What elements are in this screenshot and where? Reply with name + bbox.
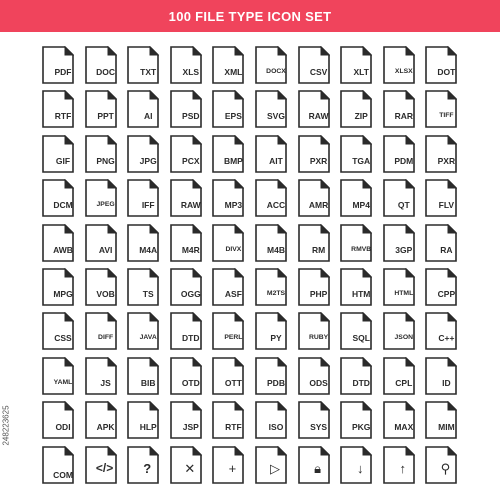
file-icon-mp4 bbox=[340, 179, 380, 221]
file-type-label: OTT bbox=[224, 377, 242, 388]
file-icon-eps bbox=[212, 90, 252, 132]
file-type-label: M4B bbox=[267, 244, 285, 255]
file-outline-icon bbox=[212, 46, 244, 84]
file-outline-icon bbox=[340, 312, 372, 350]
file-icon-gif bbox=[42, 135, 82, 177]
file-type-label: TGA bbox=[352, 155, 371, 166]
file-icon-rar bbox=[383, 90, 423, 132]
file-type-label: DOC bbox=[96, 67, 116, 77]
file-outline-icon bbox=[383, 46, 415, 84]
file-outline-icon bbox=[85, 90, 117, 128]
file-icon-flv bbox=[425, 179, 465, 221]
file-outline-icon bbox=[42, 268, 74, 306]
file-icon-com bbox=[42, 446, 82, 488]
file-icon-iso bbox=[255, 401, 295, 443]
file-outline-icon bbox=[42, 135, 74, 173]
file-icon-sql bbox=[340, 312, 380, 354]
file-outline-icon bbox=[383, 179, 415, 217]
file-type-label: PY bbox=[270, 333, 282, 344]
file-icon-m4a bbox=[127, 224, 167, 266]
file-type-label: TS bbox=[142, 289, 154, 299]
file-type-label: HTML bbox=[394, 290, 414, 297]
file-type-label: PKG bbox=[351, 422, 371, 433]
file-type-label: PHP bbox=[309, 289, 328, 299]
file-icon-acc bbox=[255, 179, 295, 221]
file-outline-icon bbox=[425, 357, 457, 395]
file-icon-iff bbox=[127, 179, 167, 221]
file-type-label: GIF bbox=[55, 155, 71, 166]
file-outline-icon bbox=[340, 135, 372, 173]
file-icon-apk bbox=[85, 401, 125, 443]
file-icon-json bbox=[383, 312, 423, 354]
file-type-label: APK bbox=[96, 422, 115, 433]
file-type-label: JSON bbox=[394, 334, 414, 342]
file-type-label: PCX bbox=[182, 155, 200, 166]
file-type-label: M4R bbox=[181, 244, 200, 255]
file-icon-ait bbox=[255, 135, 295, 177]
file-type-label: AVI bbox=[98, 244, 113, 255]
file-outline-icon bbox=[255, 357, 287, 395]
file-outline-icon bbox=[42, 312, 74, 350]
file-icon-max bbox=[383, 401, 423, 443]
file-outline-icon bbox=[340, 90, 372, 128]
file-type-label: CPL bbox=[395, 377, 413, 388]
file-type-label: MPG bbox=[53, 289, 73, 299]
file-icon-txt bbox=[127, 46, 167, 88]
file-icon-3gp bbox=[383, 224, 423, 266]
file-icon-cpl bbox=[383, 357, 423, 399]
file-icon-raw bbox=[170, 179, 210, 221]
file-type-label: XML bbox=[224, 67, 243, 77]
file-type-label: YAML bbox=[53, 378, 73, 386]
file-upload-icon bbox=[383, 446, 423, 488]
code-icon: </> bbox=[95, 461, 114, 476]
file-type-label: PDF bbox=[54, 67, 72, 77]
file-type-label: DOCX bbox=[266, 68, 286, 75]
file-type-label: DTD bbox=[352, 377, 370, 388]
file-outline-icon bbox=[255, 179, 287, 217]
file-outline-icon bbox=[383, 224, 415, 262]
file-icon-qt bbox=[383, 179, 423, 221]
file-outline-icon bbox=[85, 401, 117, 439]
page-title: 100 FILE TYPE ICON SET bbox=[168, 8, 332, 24]
file-outline-icon bbox=[127, 46, 159, 84]
file-icon-sys bbox=[298, 401, 338, 443]
file-icon-pdb bbox=[255, 357, 295, 399]
stock-id-label: 248223625 bbox=[1, 404, 11, 446]
file-outline-icon bbox=[425, 179, 457, 217]
file-icon-ppt bbox=[85, 90, 125, 132]
file-outline-icon bbox=[170, 46, 202, 84]
file-type-label: MIM bbox=[438, 422, 455, 433]
file-type-label: PERL bbox=[224, 334, 243, 342]
file-download-icon bbox=[340, 446, 380, 488]
file-outline-icon bbox=[298, 312, 330, 350]
file-outline-icon bbox=[85, 135, 117, 173]
file-outline-icon bbox=[383, 357, 415, 395]
file-type-label: HLP bbox=[139, 422, 157, 433]
file-outline-icon bbox=[212, 135, 244, 173]
file-outline-icon bbox=[425, 401, 457, 439]
file-type-label: MAX bbox=[394, 422, 414, 433]
file-outline-icon bbox=[85, 268, 117, 306]
file-outline-icon bbox=[425, 135, 457, 173]
file-outline-icon bbox=[170, 179, 202, 217]
file-icon-xls bbox=[170, 46, 210, 88]
file-type-label: IFF bbox=[141, 200, 155, 211]
file-icon-rmvb bbox=[340, 224, 380, 266]
file-icon-cpp bbox=[425, 268, 465, 310]
file-type-label: ODS bbox=[309, 377, 328, 388]
file-icon-m4r bbox=[170, 224, 210, 266]
question-icon: ? bbox=[143, 461, 152, 477]
file-type-label: DCM bbox=[53, 200, 73, 211]
file-outline-icon bbox=[298, 268, 330, 306]
file-outline-icon bbox=[298, 224, 330, 262]
file-icon-doc bbox=[85, 46, 125, 88]
file-icon-ods bbox=[298, 357, 338, 399]
file-outline-icon bbox=[127, 268, 159, 306]
file-icon-pcx bbox=[170, 135, 210, 177]
file-outline-icon bbox=[42, 401, 74, 439]
file-outline-icon bbox=[42, 179, 74, 217]
icon-grid bbox=[42, 46, 466, 486]
file-type-label: MP4 bbox=[352, 200, 370, 211]
file-icon-diff bbox=[85, 312, 125, 354]
file-icon-avi bbox=[85, 224, 125, 266]
file-icon-dtd bbox=[340, 357, 380, 399]
file-outline-icon bbox=[298, 46, 330, 84]
file-icon-bmp bbox=[212, 135, 252, 177]
file-search-icon bbox=[425, 446, 465, 488]
file-type-label: SYS bbox=[310, 422, 328, 433]
file-type-label: HTM bbox=[351, 289, 371, 299]
file-outline-icon bbox=[42, 357, 74, 395]
file-type-label: DOT bbox=[437, 67, 456, 77]
file-type-label: ZIP bbox=[354, 111, 368, 122]
file-outline-icon bbox=[170, 135, 202, 173]
file-type-label: XLT bbox=[353, 67, 369, 77]
search-icon: ⚲ bbox=[440, 461, 451, 477]
close-icon: ✕ bbox=[184, 461, 196, 477]
file-type-label: EPS bbox=[224, 111, 242, 122]
file-type-label: BIB bbox=[140, 377, 156, 388]
file-type-label: SVG bbox=[267, 111, 285, 122]
file-outline-icon bbox=[425, 312, 457, 350]
file-question-icon bbox=[127, 446, 167, 488]
file-outline-icon bbox=[212, 224, 244, 262]
file-type-label: RAW bbox=[308, 111, 329, 122]
file-type-label: OTD bbox=[181, 377, 200, 388]
file-icon-rm bbox=[298, 224, 338, 266]
file-type-label: RA bbox=[440, 244, 453, 255]
file-outline-icon bbox=[298, 179, 330, 217]
file-icon-mp3 bbox=[212, 179, 252, 221]
file-icon-dtd bbox=[170, 312, 210, 354]
file-type-label: DIVX bbox=[225, 245, 242, 253]
file-type-label: OGG bbox=[180, 289, 201, 299]
file-type-label: ODI bbox=[55, 422, 71, 433]
file-outline-icon bbox=[212, 268, 244, 306]
file-type-label: RMVB bbox=[351, 245, 372, 253]
file-outline-icon bbox=[212, 401, 244, 439]
file-type-label: RTF bbox=[54, 111, 72, 122]
file-type-label: ASF bbox=[224, 289, 242, 299]
file-outline-icon bbox=[85, 179, 117, 217]
file-icon-asf bbox=[212, 268, 252, 310]
file-icon-hlp bbox=[127, 401, 167, 443]
file-outline-icon bbox=[170, 268, 202, 306]
file-type-label: JPEG bbox=[96, 201, 115, 209]
file-icon-png bbox=[85, 135, 125, 177]
file-icon-ruby bbox=[298, 312, 338, 354]
file-type-label: ID bbox=[442, 377, 451, 388]
file-outline-icon bbox=[425, 90, 457, 128]
file-type-label: 3GP bbox=[395, 244, 413, 255]
file-icon-tga bbox=[340, 135, 380, 177]
file-outline-icon bbox=[212, 312, 244, 350]
file-type-label: JSP bbox=[182, 422, 199, 433]
file-type-label: JS bbox=[100, 377, 111, 388]
file-outline-icon bbox=[383, 135, 415, 173]
file-icon-ogg bbox=[170, 268, 210, 310]
file-outline-icon bbox=[127, 312, 159, 350]
file-type-label: COM bbox=[53, 469, 73, 480]
file-icon-mim bbox=[425, 401, 465, 443]
file-type-label: PXR bbox=[309, 155, 328, 166]
file-type-label: RM bbox=[311, 244, 326, 255]
file-outline-icon bbox=[298, 357, 330, 395]
file-outline-icon bbox=[85, 357, 117, 395]
file-outline-icon bbox=[42, 90, 74, 128]
header-banner bbox=[0, 0, 500, 32]
file-icon-yaml bbox=[42, 357, 82, 399]
file-code-icon bbox=[85, 446, 125, 488]
file-outline-icon bbox=[127, 401, 159, 439]
file-type-label: PSD bbox=[182, 111, 200, 122]
file-type-label: JAVA bbox=[139, 334, 157, 342]
file-outline-icon bbox=[340, 357, 372, 395]
file-icon-mpg bbox=[42, 268, 82, 310]
file-icon-xml bbox=[212, 46, 252, 88]
file-icon-xlt bbox=[340, 46, 380, 88]
file-outline-icon bbox=[340, 268, 372, 306]
file-type-label: QT bbox=[397, 200, 410, 211]
file-outline-icon bbox=[298, 135, 330, 173]
file-type-label: MP3 bbox=[224, 200, 243, 211]
file-outline-icon bbox=[383, 401, 415, 439]
file-outline-icon bbox=[298, 90, 330, 128]
file-outline-icon bbox=[85, 224, 117, 262]
file-type-label: RAR bbox=[394, 111, 413, 122]
file-type-label: ISO bbox=[268, 422, 284, 433]
file-icon-html bbox=[383, 268, 423, 310]
file-type-label: ACC bbox=[266, 200, 286, 211]
download-icon: ↓ bbox=[356, 461, 364, 477]
file-type-label: XLS bbox=[182, 67, 200, 77]
file-type-label: AI bbox=[143, 111, 153, 122]
file-type-label: BMP bbox=[223, 155, 243, 166]
file-type-label: RUBY bbox=[308, 334, 329, 342]
file-icon-docx bbox=[255, 46, 295, 88]
file-outline-icon bbox=[42, 46, 74, 84]
file-lock-icon bbox=[298, 446, 338, 488]
file-type-label: PNG bbox=[96, 155, 115, 166]
file-type-label: CSS bbox=[54, 333, 72, 344]
file-type-label: VOB bbox=[96, 289, 115, 299]
file-outline-icon bbox=[255, 268, 287, 306]
file-icon-jpg bbox=[127, 135, 167, 177]
file-outline-icon bbox=[170, 312, 202, 350]
file-icon-jsp bbox=[170, 401, 210, 443]
file-type-label: RAW bbox=[180, 200, 201, 211]
file-type-label: SQL bbox=[352, 333, 370, 344]
file-outline-icon bbox=[340, 179, 372, 217]
file-outline-icon bbox=[170, 401, 202, 439]
file-icon-pkg bbox=[340, 401, 380, 443]
file-outline-icon bbox=[383, 312, 415, 350]
file-icon-py bbox=[255, 312, 295, 354]
file-icon-jpeg bbox=[85, 179, 125, 221]
file-icon-ai bbox=[127, 90, 167, 132]
file-type-label: DIFF bbox=[98, 334, 114, 342]
file-icon-ra bbox=[425, 224, 465, 266]
file-icon-js bbox=[85, 357, 125, 399]
file-icon-m2ts bbox=[255, 268, 295, 310]
file-outline-icon bbox=[425, 224, 457, 262]
file-icon-bib bbox=[127, 357, 167, 399]
file-outline-icon bbox=[383, 90, 415, 128]
file-type-label: JPG bbox=[139, 155, 157, 166]
file-outline-icon bbox=[170, 90, 202, 128]
file-type-label: AIT bbox=[269, 155, 283, 166]
file-outline-icon bbox=[340, 401, 372, 439]
file-outline-icon bbox=[212, 90, 244, 128]
file-outline-icon bbox=[255, 401, 287, 439]
file-icon-rtf bbox=[42, 90, 82, 132]
file-outline-icon bbox=[170, 224, 202, 262]
file-icon-pxr bbox=[425, 135, 465, 177]
file-icon-vob bbox=[85, 268, 125, 310]
file-icon-tiff bbox=[425, 90, 465, 132]
file-icon-pdm bbox=[383, 135, 423, 177]
file-icon-m4b bbox=[255, 224, 295, 266]
file-outline-icon bbox=[42, 224, 74, 262]
file-type-label: C++ bbox=[438, 333, 455, 344]
play-icon: ▷ bbox=[270, 461, 280, 477]
file-type-label: AMR bbox=[308, 200, 329, 211]
file-type-label: TIFF bbox=[439, 112, 454, 120]
file-icon-ts bbox=[127, 268, 167, 310]
file-icon-htm bbox=[340, 268, 380, 310]
file-play-icon bbox=[255, 446, 295, 488]
file-outline-icon bbox=[425, 268, 457, 306]
file-type-label: FLV bbox=[438, 200, 455, 211]
file-outline-icon bbox=[127, 357, 159, 395]
file-outline-icon bbox=[340, 46, 372, 84]
file-outline-icon bbox=[212, 357, 244, 395]
file-type-label: XLSX bbox=[394, 68, 413, 75]
file-outline-icon bbox=[212, 179, 244, 217]
file-outline-icon bbox=[255, 135, 287, 173]
file-type-label: RTF bbox=[225, 422, 242, 433]
file-icon-pxr bbox=[298, 135, 338, 177]
file-outline-icon bbox=[383, 268, 415, 306]
file-type-label: PDM bbox=[394, 155, 414, 166]
file-icon-csv bbox=[298, 46, 338, 88]
file-icon-dcm bbox=[42, 179, 82, 221]
file-outline-icon bbox=[340, 224, 372, 262]
file-type-label: TXT bbox=[140, 67, 157, 77]
file-icon-java bbox=[127, 312, 167, 354]
file-icon-xlsx bbox=[383, 46, 423, 88]
file-icon-cpp bbox=[425, 312, 465, 354]
file-outline-icon bbox=[85, 46, 117, 84]
file-outline-icon bbox=[170, 357, 202, 395]
upload-icon: ↑ bbox=[399, 461, 407, 477]
file-icon-ott bbox=[212, 357, 252, 399]
file-close-icon bbox=[170, 446, 210, 488]
lock-icon: 🔒︎ bbox=[314, 461, 322, 477]
file-type-label: PPT bbox=[97, 111, 114, 122]
file-icon-divx bbox=[212, 224, 252, 266]
file-icon-odi bbox=[42, 401, 82, 443]
file-outline-icon bbox=[255, 312, 287, 350]
file-outline-icon bbox=[127, 224, 159, 262]
file-type-label: AWB bbox=[53, 244, 73, 255]
file-icon-amr bbox=[298, 179, 338, 221]
file-icon-pdf bbox=[42, 46, 82, 88]
file-outline-icon bbox=[255, 224, 287, 262]
file-outline-icon bbox=[127, 90, 159, 128]
plus-icon: + bbox=[228, 461, 237, 477]
file-outline-icon bbox=[127, 179, 159, 217]
file-icon-id bbox=[425, 357, 465, 399]
file-icon-otd bbox=[170, 357, 210, 399]
file-type-label: CSV bbox=[309, 67, 328, 77]
file-icon-css bbox=[42, 312, 82, 354]
file-icon-awb bbox=[42, 224, 82, 266]
file-icon-perl bbox=[212, 312, 252, 354]
file-type-label: CPP bbox=[437, 289, 456, 299]
file-icon-dot bbox=[425, 46, 465, 88]
file-outline-icon bbox=[255, 90, 287, 128]
file-type-label: PXR bbox=[437, 155, 456, 166]
file-icon-psd bbox=[170, 90, 210, 132]
file-type-label: DTD bbox=[182, 333, 200, 344]
file-outline-icon bbox=[85, 312, 117, 350]
file-outline-icon bbox=[127, 135, 159, 173]
file-type-label: PDB bbox=[267, 377, 285, 388]
file-outline-icon bbox=[255, 46, 287, 84]
file-outline-icon bbox=[425, 46, 457, 84]
file-icon-raw bbox=[298, 90, 338, 132]
file-type-label: M4A bbox=[139, 244, 158, 255]
file-icon-zip bbox=[340, 90, 380, 132]
file-type-label: M2TS bbox=[266, 290, 286, 297]
file-outline-icon bbox=[298, 401, 330, 439]
file-plus-icon bbox=[212, 446, 252, 488]
file-icon-php bbox=[298, 268, 338, 310]
file-icon-svg bbox=[255, 90, 295, 132]
file-icon-rtf bbox=[212, 401, 252, 443]
